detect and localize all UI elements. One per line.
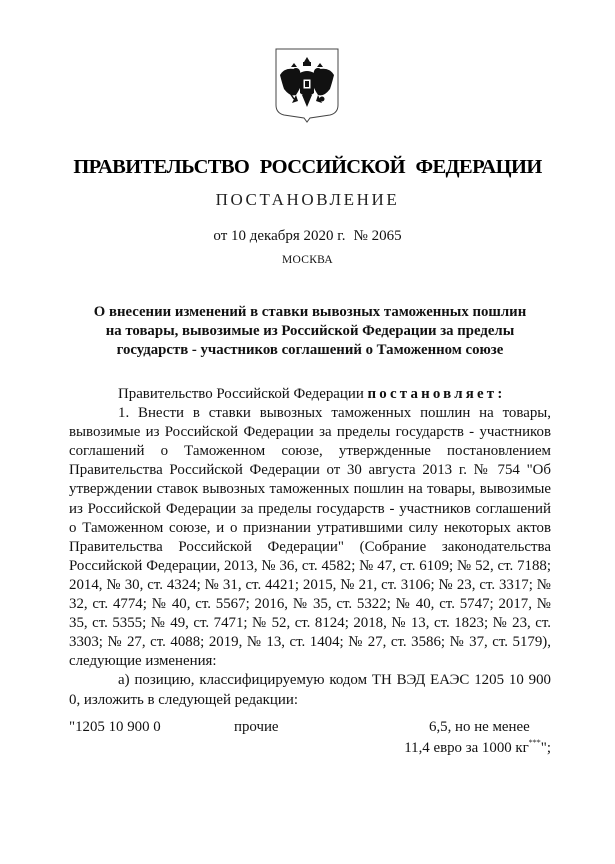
tariff-code: "1205 10 900 0	[69, 719, 161, 735]
preamble-verb: постановляет:	[367, 386, 506, 402]
tariff-description: прочие	[234, 719, 279, 735]
document-body	[69, 385, 551, 710]
footnote-mark: ***	[528, 738, 541, 747]
subject-line: О внесении изменений в ставки вывозных таможенных пошлин	[93, 304, 527, 320]
government-title: ПРАВИТЕЛЬСТВО РОССИЙСКОЙ ФЕДЕРАЦИИ	[73, 156, 542, 178]
subject-line: государств - участников соглашений о Таможенном союзе	[116, 342, 504, 358]
closing-quote: ";	[540, 740, 551, 756]
document-subject	[70, 303, 550, 360]
document-date-line	[0, 228, 615, 245]
preamble	[69, 385, 551, 404]
paragraph-1: 1. Внести в ставки вывозных таможенных пошлин на товары, вывозимые из Российской Федерации за пределы государств - участников соглашений о Таможенном союзе, утвержденные постановлением Правительства Российской Федерации от 30 августа 2013 г. № 754 "Об утверждении ставок вывозных таможенных пошлин на товары, вывозимые из Российской Федерации за пределы государств - участников соглашений о Таможенном союзе, и о признании утратившими силу некоторых актов Правительства Российской Федерации" (Собрание законодательства Российской Федерации, 2013, № 36, ст. 4582; № 47, ст. 6109; № 52, ст. 7188; 2014, № 30, ст. 4324; № 31, ст. 4421; 2015, № 21, ст. 3106; № 23, ст. 3317; № 32, ст. 4774; № 40, ст. 5567; 2016, № 35, ст. 5322; № 40, ст. 5747; 2017, № 35, ст. 5355; № 49, ст. 7471; № 52, ст. 8124; 2018, № 13, ст. 1823; № 23, ст. 3303; № 27, ст. 4088; 2019, № 13, ст. 1404; № 27, ст. 3586; № 37, ст. 5179), следующие изменения:	[69, 405, 551, 670]
document-number: № 2065	[353, 228, 402, 244]
document-date: от 10 декабря 2020 г.	[213, 228, 346, 244]
rate-minimum-text: 11,4 евро за 1000 кг	[404, 740, 529, 756]
preamble-text: Правительство Российской Федерации	[118, 386, 368, 402]
tariff-rate-minimum	[404, 738, 551, 757]
paragraph-a: а) позицию, классифицируемую кодом ТН ВЭД ЕАЭС 1205 10 900 0, изложить в следующей редакции:	[69, 672, 551, 708]
city: МОСКВА	[281, 254, 334, 266]
coat-of-arms-icon	[272, 43, 342, 123]
subject-line: на товары, вывозимые из Российской Федерации за пределы	[105, 323, 515, 339]
tariff-rate: 6,5, но не менее	[429, 719, 530, 735]
document-type: ПОСТАНОВЛЕНИЕ	[215, 190, 400, 209]
